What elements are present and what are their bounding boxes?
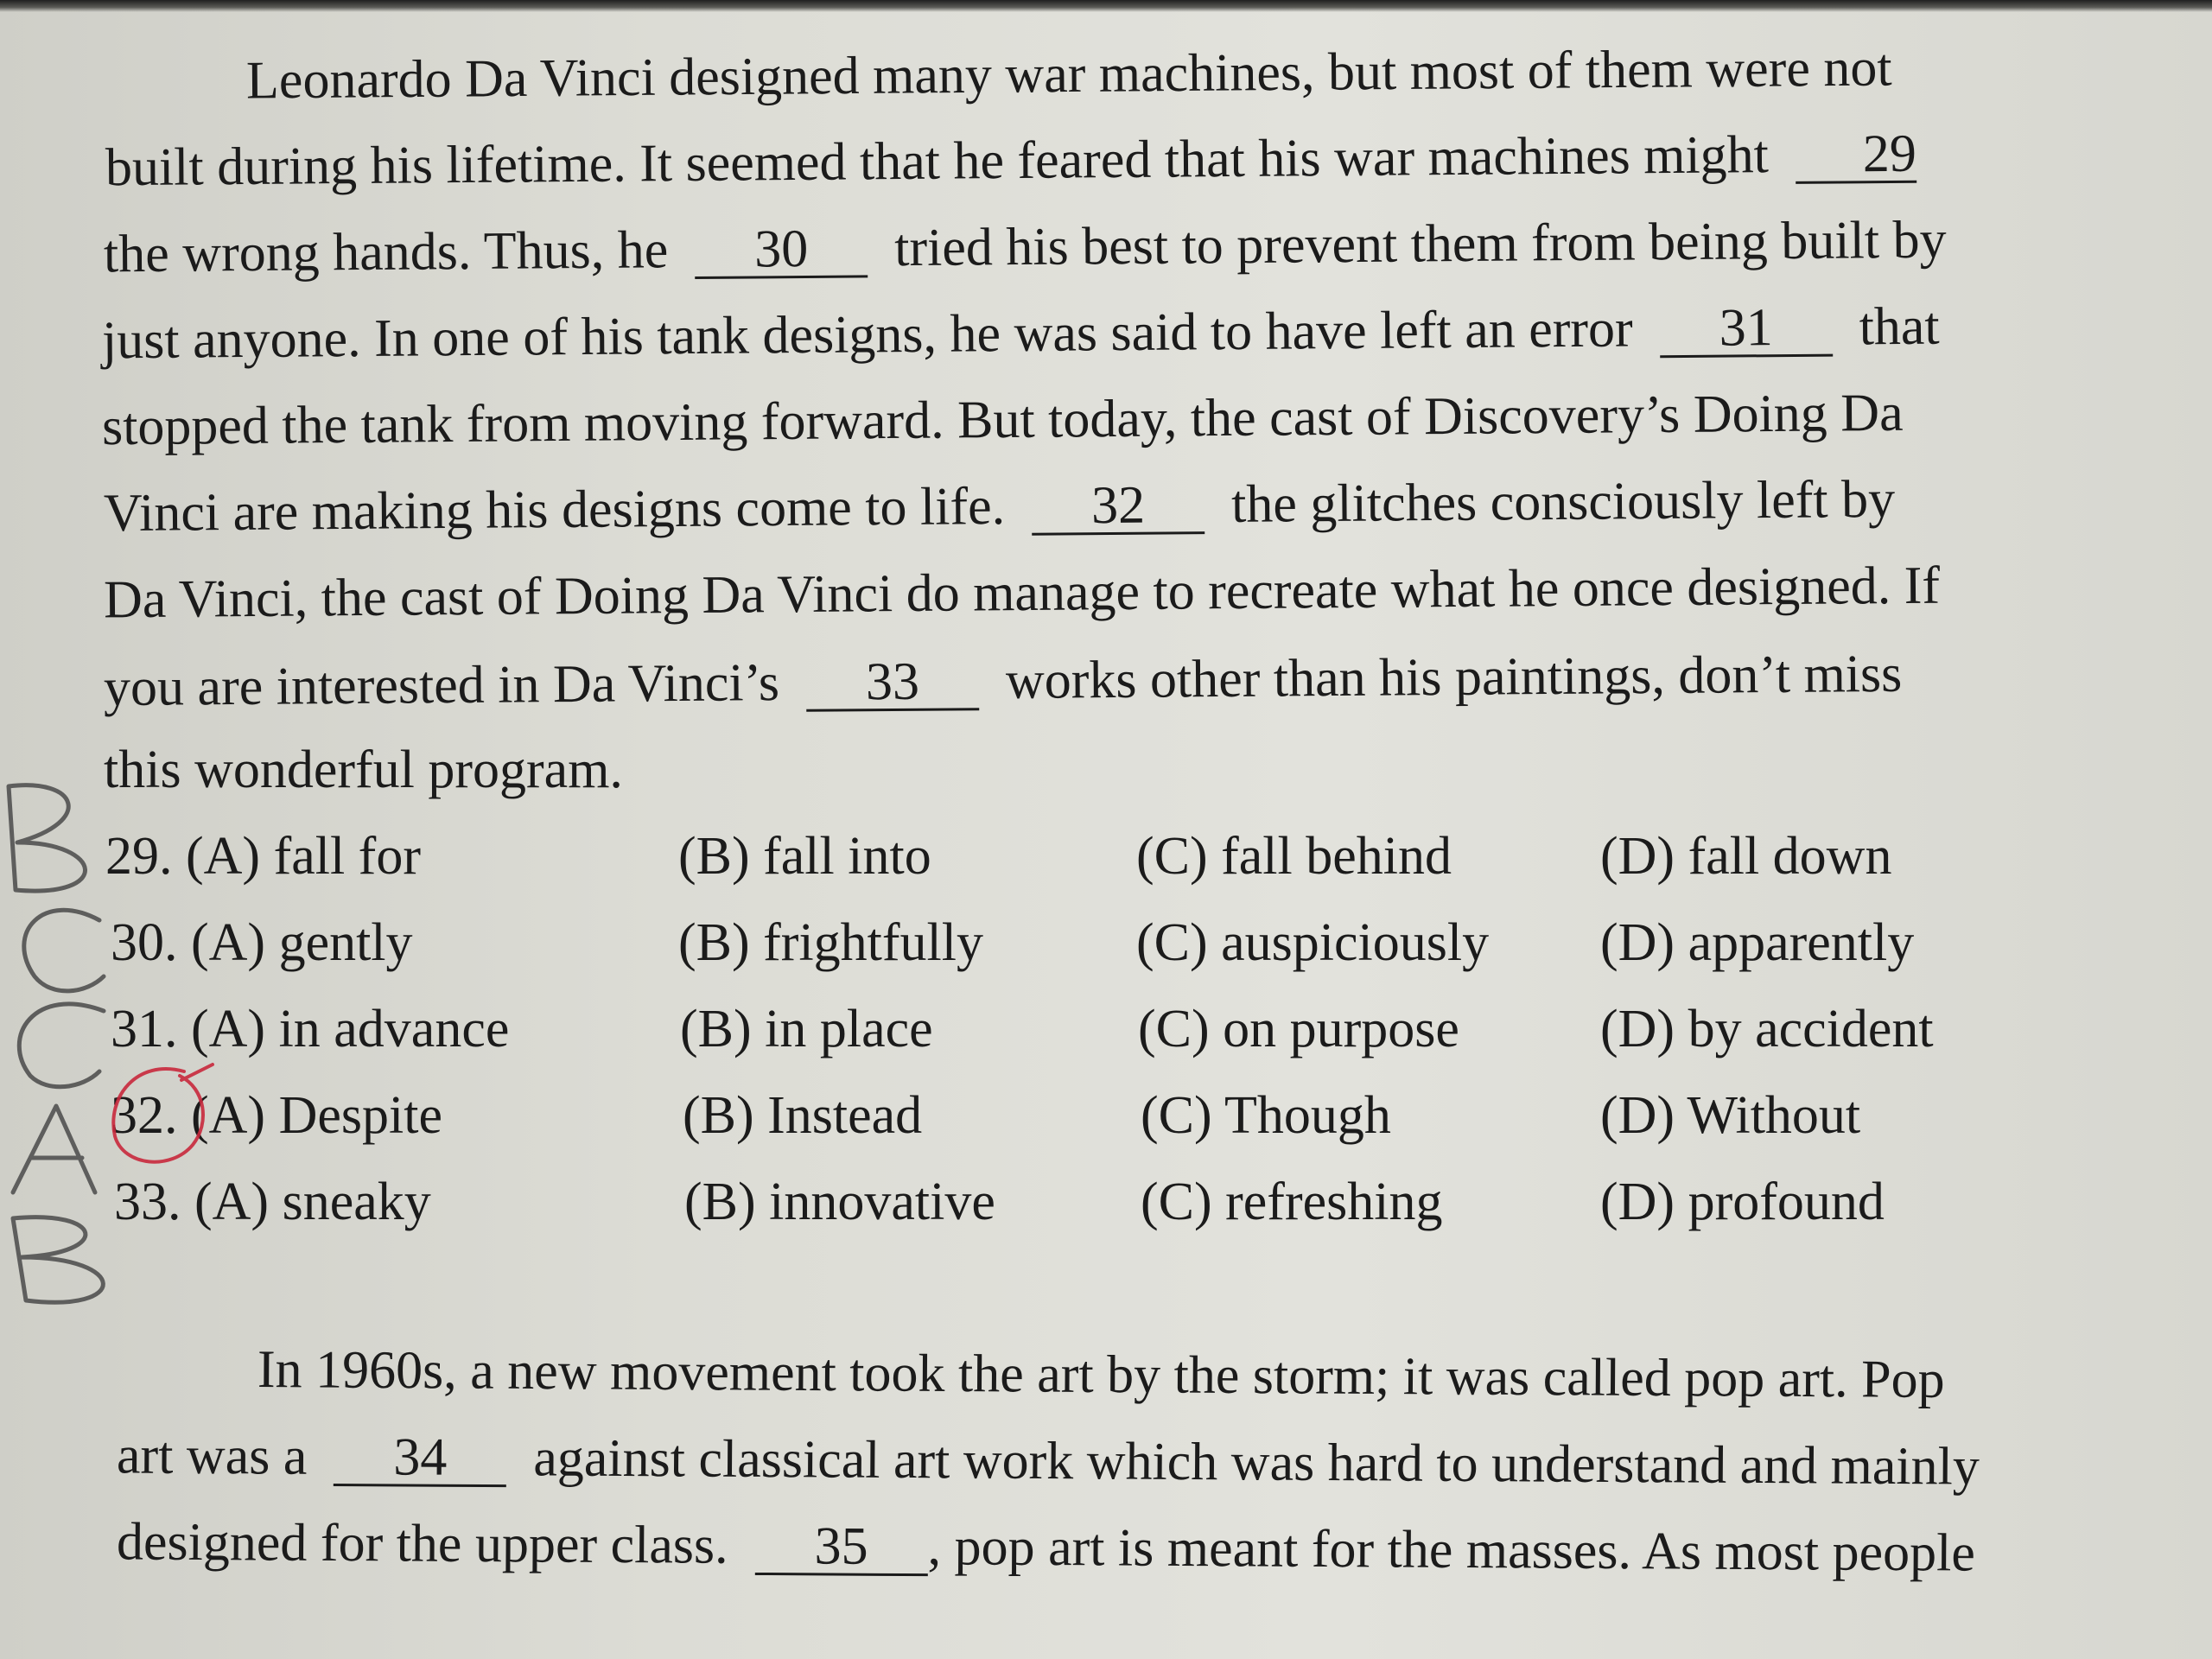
passage1-line4-pre: just anyone. In one of his tank designs, he was said to have left an error <box>101 299 1633 371</box>
passage1-line1-text: Leonardo Da Vinci designed many war machines, but most of them were not <box>245 38 1892 111</box>
passage2-line2-pre: art was a <box>116 1426 308 1486</box>
passage1-line3-post: tried his best to prevent them from being built by <box>893 210 1947 278</box>
passage2-line3-pre: designed for the upper class. <box>116 1512 728 1575</box>
q31-number: 31. <box>111 1000 178 1058</box>
pencil-letter-c2 <box>19 1004 104 1087</box>
q33-number: 33. <box>114 1173 181 1231</box>
passage1-line5 <box>101 383 1904 457</box>
passage2-line3-post: , pop art is meant for the masses. As most people <box>927 1517 1976 1583</box>
q29-option-d: (D) fall down <box>1600 827 1892 886</box>
q30-option-a: (A) gently <box>191 913 413 972</box>
q30-option-c: (C) auspiciously <box>1136 913 1490 972</box>
passage1-line9-text: this wonderful program. <box>104 741 623 799</box>
passage1-line7 <box>103 556 1941 630</box>
passage1-line5-text: stopped the tank from moving forward. But today, the cast of Discovery’s Doing Da <box>101 383 1904 457</box>
q33-option-c: (C) refreshing <box>1141 1173 1443 1231</box>
passage1-line3 <box>103 210 1947 284</box>
q32-number: 32. <box>111 1086 178 1145</box>
q30-number: 30. <box>111 913 178 972</box>
red-pen-circle-mark <box>102 1054 223 1175</box>
passage1-line8-post: works other than his paintings, don’t miss <box>1005 644 1903 710</box>
blank-32: 32 <box>1032 478 1205 536</box>
passage1-line8-pre: you are interested in Da Vinci’s <box>103 653 780 718</box>
passage2-line2 <box>117 1428 1980 1496</box>
q32-option-d: (D) Without <box>1600 1086 1861 1145</box>
pencil-letter-a <box>13 1106 95 1192</box>
passage1-line2-text: built during his lifetime. It seemed that he feared that his war machines might <box>105 125 1770 198</box>
passage1-line7-text: Da Vinci, the cast of Doing Da Vinci do manage to recreate what he once designed. If <box>103 556 1941 630</box>
passage1-line8 <box>103 644 1903 718</box>
q29-number: 29. <box>105 827 173 886</box>
passage1-line1 <box>245 38 1892 111</box>
passage2-line3 <box>116 1512 1976 1583</box>
blank-35: 35 <box>754 1519 927 1576</box>
q33-option-d: (D) profound <box>1600 1173 1885 1231</box>
passage1-line4-post: that <box>1859 296 1940 357</box>
passage2-line1-text: In 1960s, a new movement took the art by the storm; it was called pop art. Pop <box>257 1340 1945 1409</box>
q32-option-b: (B) Instead <box>683 1086 923 1145</box>
q29-option-c: (C) fall behind <box>1136 827 1452 886</box>
q31-option-b: (B) in place <box>680 1000 933 1058</box>
q29-option-a: (A) fall for <box>186 827 421 886</box>
q30-option-b: (B) frightfully <box>678 913 983 972</box>
passage1-line9 <box>104 743 623 797</box>
q32-option-c: (C) Though <box>1141 1086 1391 1145</box>
handwritten-answers-pencil <box>0 760 173 1313</box>
q33-option-b: (B) innovative <box>684 1173 995 1231</box>
q29-option-b: (B) fall into <box>678 827 931 886</box>
blank-34: 34 <box>334 1430 506 1487</box>
q32-option-a: (A) Despite <box>191 1086 442 1145</box>
passage1-line3-pre: the wrong hands. Thus, he <box>103 220 669 284</box>
blank-30: 30 <box>695 221 868 279</box>
q31-option-c: (C) on purpose <box>1138 1000 1459 1058</box>
passage1-line6-post: the glitches consciously left by <box>1230 469 1896 534</box>
passage1-line4 <box>101 296 1940 371</box>
passage2-line1 <box>257 1340 1945 1409</box>
page-top-shadow <box>0 0 2212 12</box>
blank-31: 31 <box>1659 301 1833 359</box>
blank-33: 33 <box>806 654 980 712</box>
passage1-line2 <box>105 124 1917 198</box>
passage1-line6 <box>103 469 1896 543</box>
q31-option-a: (A) in advance <box>191 1000 510 1058</box>
pencil-letter-b2 <box>13 1217 103 1303</box>
blank-29: 29 <box>1796 127 1917 184</box>
pencil-letter-c1 <box>24 910 104 991</box>
pencil-letter-b1 <box>9 785 86 891</box>
q30-option-d: (D) apparently <box>1600 913 1915 972</box>
passage1-line6-pre: Vinci are making his designs come to life. <box>103 476 1006 543</box>
q33-option-a: (A) sneaky <box>194 1173 431 1231</box>
passage2-line2-post: against classical art work which was hard to understand and mainly <box>533 1428 1980 1497</box>
q31-option-d: (D) by accident <box>1600 1000 1934 1058</box>
